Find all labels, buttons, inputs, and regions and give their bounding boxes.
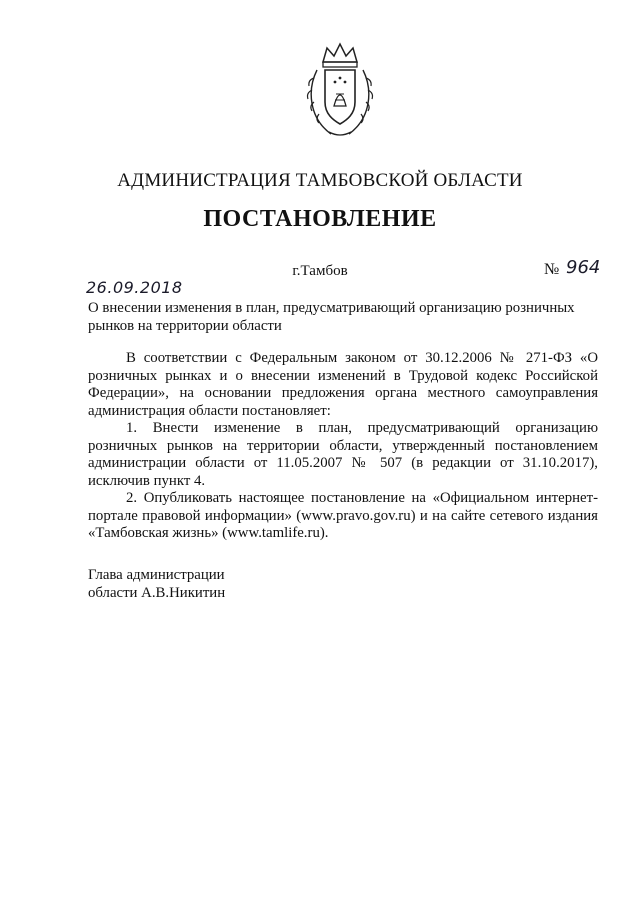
coat-of-arms-icon xyxy=(301,40,379,140)
document-type-title: ПОСТАНОВЛЕНИЕ xyxy=(203,206,437,232)
handwritten-number: 964 xyxy=(566,257,601,278)
item-1-paragraph: 1. Внести изменение в план, предусматривающий организацию розничных рынков на территории области, утвержденный постановлением администрации области от 11.05.2007 № 507 (в редакции от 31.10.2017), исключив пункт 4. xyxy=(88,420,598,489)
signature-line-2: области А.В.Никитин xyxy=(88,584,226,601)
handwritten-date: 26.09.2018 xyxy=(86,278,183,297)
item-2-paragraph: 2. Опубликовать настоящее постановление на «Официальном интернет-портале правовой информации» (www.pravo.gov.ru) и на сайте сетевого издания «Тамбовская жизнь» (www.tamlife.ru). xyxy=(88,490,598,541)
organization-name: АДМИНИСТРАЦИЯ ТАМБОВСКОЙ ОБЛАСТИ xyxy=(117,170,523,191)
document-body xyxy=(88,350,598,543)
document-subject: О внесении изменения в план, предусматривающий организацию розничных рынков на территории области xyxy=(88,300,575,334)
preamble-paragraph: В соответствии с Федеральным законом от 30.12.2006 № 271-ФЗ «О розничных рынках и о внесении изменений в Трудовой кодекс Российской Федерации», на основании предложения органа местного самоуправления администрация области постановляет: xyxy=(88,350,598,419)
signature-block xyxy=(88,567,225,602)
number-label: № xyxy=(544,261,560,278)
city-label: г.Тамбов xyxy=(292,263,348,279)
signature-line-1: Глава администрации xyxy=(88,567,225,583)
